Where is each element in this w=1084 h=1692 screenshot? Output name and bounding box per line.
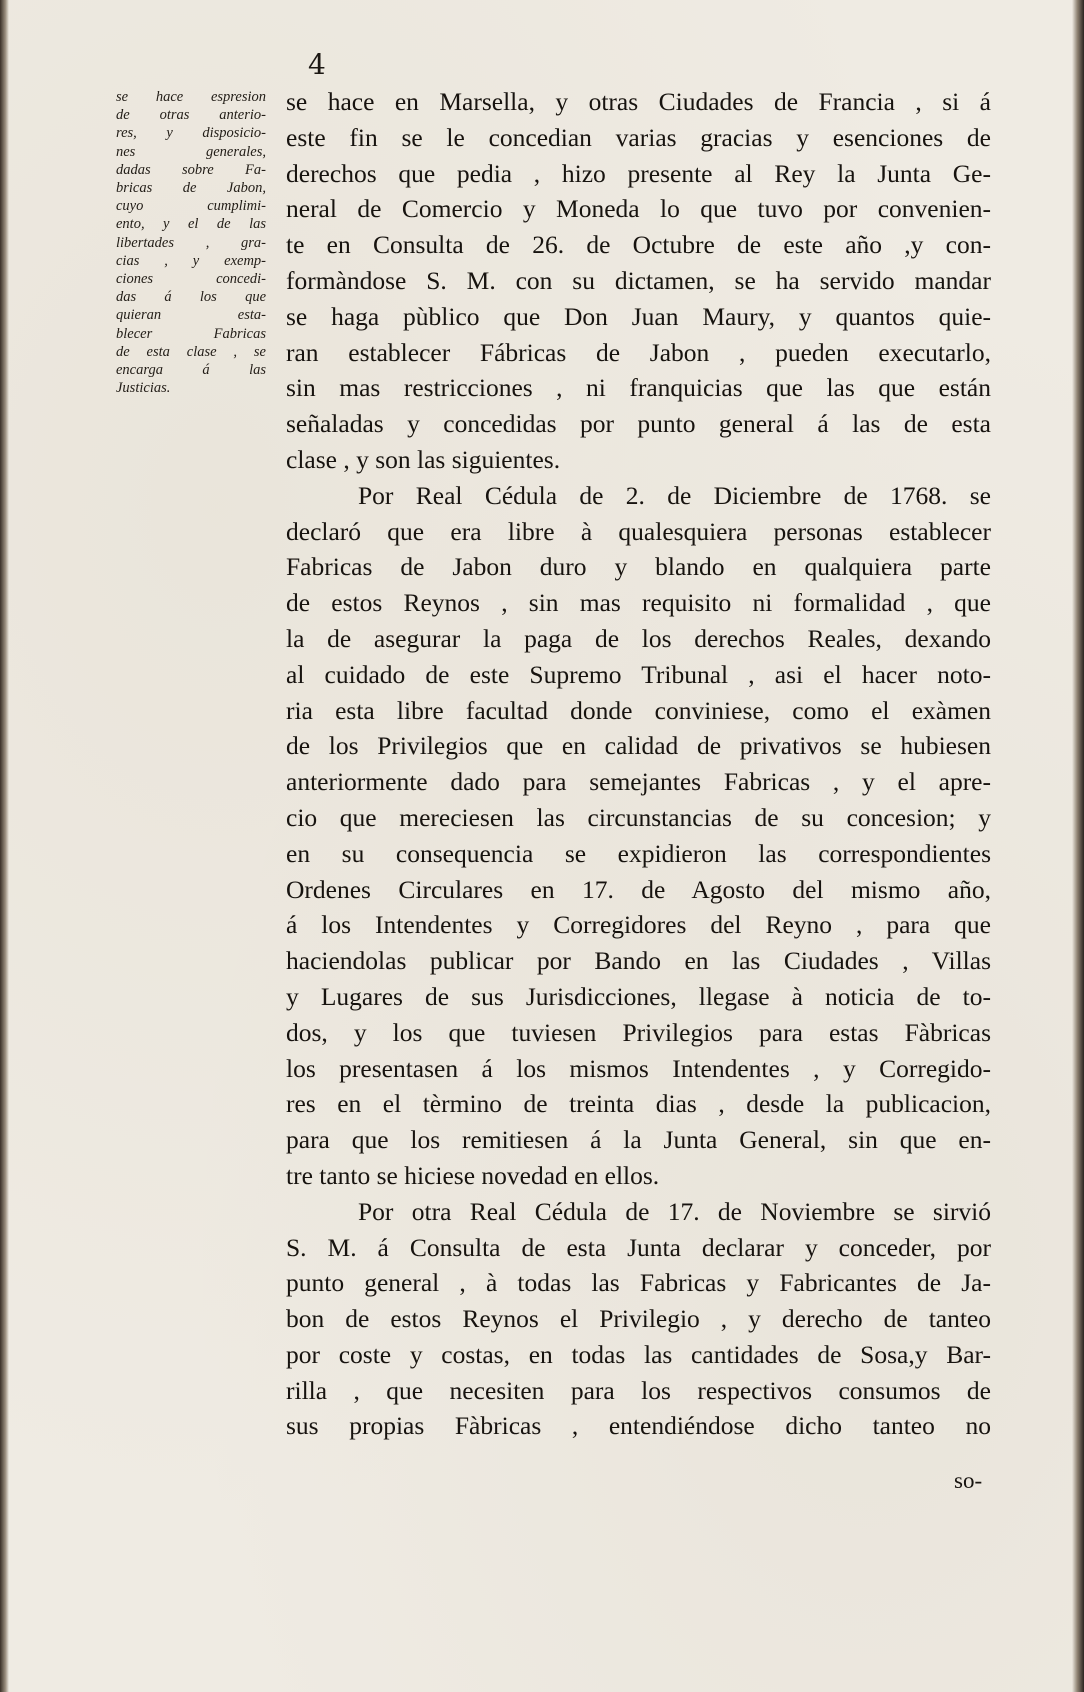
body-line: para que los remitiesen á la Junta General, sin que en-	[286, 1125, 991, 1155]
body-line: este fin se le concedian varias gracias y esenciones de	[286, 122, 991, 152]
margin-note-line: dadas sobre Fa-	[116, 161, 266, 178]
body-line: te en Consulta de 26. de Octubre de este año ,y con-	[286, 230, 991, 260]
body-line: los presentasen á los mismos Intendentes , y Corregido-	[286, 1053, 991, 1083]
body-line: cio que mereciesen las circunstancias de su concesion; y	[286, 802, 991, 832]
body-line: Fabricas de Jabon duro y blando en qualquiera parte	[286, 552, 991, 582]
body-line: S. M. á Consulta de esta Junta declarar y conceder, por	[286, 1232, 991, 1262]
body-line: Ordenes Circulares en 17. de Agosto del mismo año,	[286, 874, 991, 904]
body-line: de estos Reynos , sin mas requisito ni formalidad , que	[286, 588, 991, 618]
body-line: sin mas restricciones , ni franquicias que las que están	[286, 373, 991, 403]
body-line: en su consequencia se expidieron las correspondientes	[286, 838, 991, 868]
margin-note-line: ciones concedi-	[116, 271, 266, 288]
body-line: al cuidado de este Supremo Tribunal , asi el hacer noto-	[286, 659, 991, 689]
margin-note-line: das á los que	[116, 289, 266, 306]
body-line: anteriormente dado para semejantes Fabricas , y el apre-	[286, 767, 991, 797]
page-right-edge	[1072, 0, 1084, 1692]
margin-note-line: encarga á las	[116, 362, 266, 379]
body-line: señaladas y concedidas por punto general á las de esta	[286, 409, 991, 439]
body-line: ria esta libre facultad donde conviniese, como el exàmen	[286, 695, 991, 725]
body-line: por coste y costas, en todas las cantidades de Sosa,y Bar-	[286, 1339, 991, 1369]
body-line: á los Intendentes y Corregidores del Reyno , para que	[286, 910, 991, 940]
margin-note-line: nes generales,	[116, 143, 266, 160]
margin-note-line: bricas de Jabon,	[116, 180, 266, 197]
margin-note-line: res, y disposicio-	[116, 125, 266, 142]
body-line: se hace en Marsella, y otras Ciudades de Francia , si á	[286, 87, 991, 116]
body-line: la de asegurar la paga de los derechos Reales, dexando	[286, 623, 991, 653]
body-line: sus propias Fàbricas , entendiéndose dicho tanteo no	[286, 1411, 991, 1441]
margin-note-line: cuyo cumplimi-	[116, 198, 266, 215]
body-line: ran establecer Fábricas de Jabon , pueden executarlo,	[286, 337, 991, 367]
body-line: punto general , à todas las Fabricas y Fabricantes de Ja-	[286, 1268, 991, 1298]
margin-note-line: quieran esta-	[116, 307, 266, 324]
page-number: 4	[308, 48, 326, 81]
body-line: tre tanto se hiciese novedad en ellos.	[286, 1160, 660, 1190]
margin-note-line: ento, y el de las	[116, 216, 266, 233]
margin-note	[116, 88, 266, 397]
body-line: rilla , que necesiten para los respectivos consumos de	[286, 1375, 991, 1405]
margin-note-line: Justicias.	[116, 380, 171, 397]
body-line: se haga pùblico que Don Juan Maury, y quantos quie-	[286, 301, 991, 331]
body-line: neral de Comercio y Moneda lo que tuvo por convenien-	[286, 194, 991, 224]
page-left-edge	[0, 0, 9, 1692]
body-line: Por Real Cédula de 2. de Diciembre de 1768. se	[358, 480, 991, 510]
body-line: derechos que pedia , hizo presente al Rey la Junta Ge-	[286, 158, 991, 188]
margin-note-line: libertades , gra-	[116, 234, 266, 251]
body-line: dos, y los que tuviesen Privilegios para estas Fàbricas	[286, 1017, 991, 1047]
margin-note-line: de otras anterio-	[116, 107, 266, 124]
body-line: bon de estos Reynos el Privilegio , y derecho de tanteo	[286, 1304, 991, 1334]
body-text	[286, 84, 991, 1444]
body-line: res en el tèrmino de treinta dias , desde la publicacion,	[286, 1089, 991, 1119]
body-line: clase , y son las siguientes.	[286, 444, 561, 474]
body-line: de los Privilegios que en calidad de privativos se hubiesen	[286, 731, 991, 761]
margin-note-line: se hace espresion	[116, 89, 266, 105]
body-line: haciendolas publicar por Bando en las Ciudades , Villas	[286, 946, 991, 976]
margin-note-line: cias , y exemp-	[116, 252, 266, 269]
margin-note-line: de esta clase , se	[116, 343, 266, 360]
margin-note-line: blecer Fabricas	[116, 325, 266, 342]
body-line: declaró que era libre à qualesquiera personas establecer	[286, 516, 991, 546]
body-line: y Lugares de sus Jurisdicciones, llegase à noticia de to-	[286, 981, 991, 1011]
body-line: Por otra Real Cédula de 17. de Noviembre se sirvió	[358, 1196, 991, 1226]
catchword: so-	[954, 1468, 983, 1493]
body-line: formàndose S. M. con su dictamen, se ha servido mandar	[286, 265, 991, 295]
